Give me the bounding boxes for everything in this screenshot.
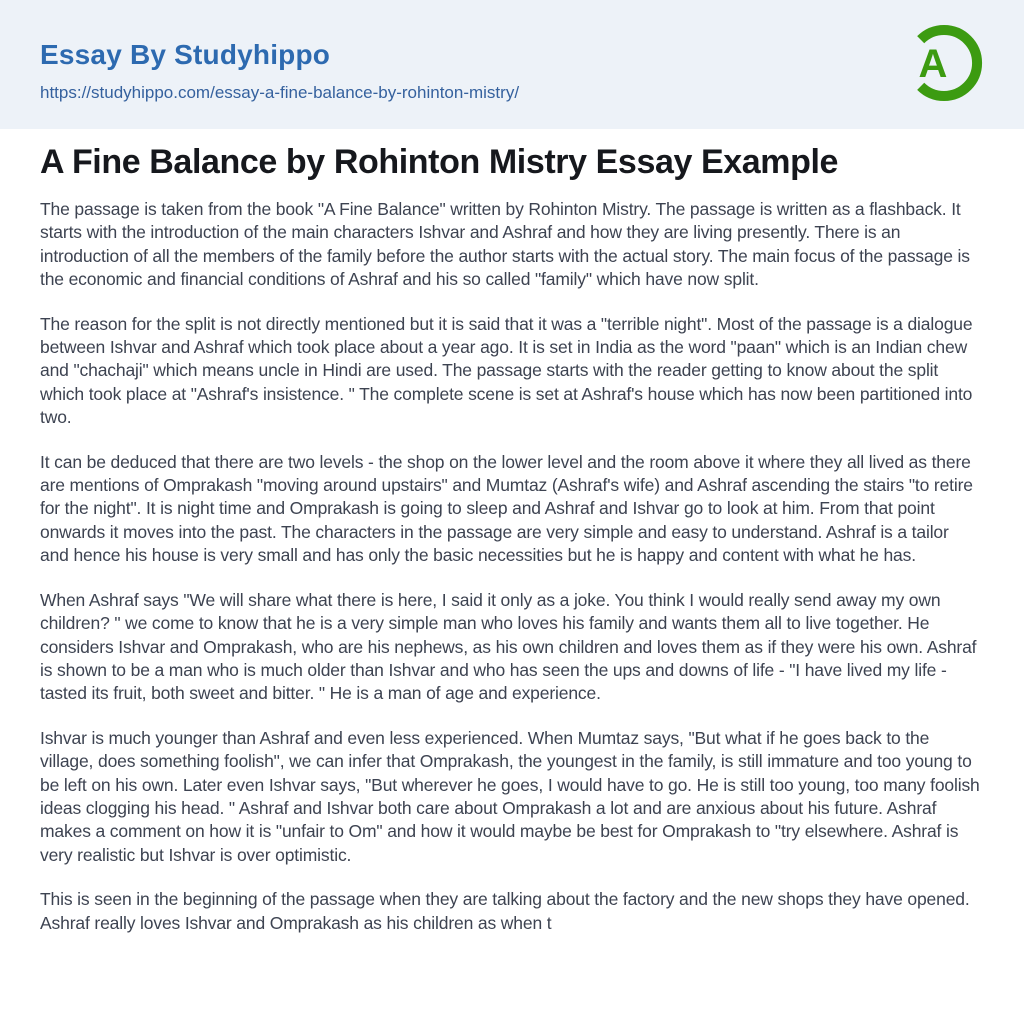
essay-paragraph: It can be deduced that there are two levels - the shop on the lower level and the room above it where they all lived as there are mentions of Omprakash "moving around upstairs" and Mumtaz (Ashraf's wife) and Ashraf ascending the stairs "to retire for the night". It is night time and Omprakash is going to sleep and Ashraf and Ishvar go to look at him. From that point onwards it moves into the past. The characters in the passage are very simple and easy to understand. Ashraf is a tailor and hence his house is very small and has only the basic necessities but he is happy and content with what he has. [40, 451, 973, 566]
essay-url-text: https://studyhippo.com/essay-a-fine-balance-by-rohinton-mistry/ [40, 83, 520, 102]
essay-body [40, 198, 980, 935]
essay-url-link[interactable] [40, 83, 519, 103]
essay-paragraph: When Ashraf says "We will share what there is here, I said it only as a joke. You think I would really send away my own children? " we come to know that he is a very simple man who loves his family and wants them all to live together. He considers Ishvar and Omprakash, who are his nephews, as his own children and loves them as if they were his own. Ashraf is shown to be a man who is much older than Ishvar and who has seen the ups and downs of life - "I have lived my life - tasted its fruit, both sweet and bitter. " He is a man of age and experience. [40, 589, 977, 704]
site-label: Essay By Studyhippo [40, 39, 331, 70]
page-header [0, 0, 1024, 129]
essay-content [0, 142, 1024, 935]
essay-paragraph: Ishvar is much younger than Ashraf and even less experienced. When Mumtaz says, "But what if he goes back to the village, does something foolish", we can infer that Omprakash, the youngest in the family, is still immature and too young to be left on his own. Later even Ishvar says, "But wherever he goes, I would have to go. He is still too young, too many foolish ideas clogging his head. " Ashraf and Ishvar both care about Omprakash a lot and are anxious about his future. Ashraf makes a comment on how it is "unfair to Om" and how it would maybe be best for Omprakash to "try elsewhere. Ashraf is very realistic but Ishvar is over optimistic. [40, 727, 980, 865]
essay-paragraph: The passage is taken from the book "A Fine Balance" written by Rohinton Mistry. The passage is written as a flashback. It starts with the introduction of the main characters Ishvar and Ashraf and how they are living presently. There is an introduction of all the members of the family before the author starts with the actual story. The main focus of the passage is the economic and financial conditions of Ashraf and his so called "family" which have now split. [40, 199, 970, 290]
studyhippo-logo [904, 16, 984, 110]
essay-paragraph: The reason for the split is not directly mentioned but it is said that it was a "terrible night". Most of the passage is a dialogue between Ishvar and Ashraf which took place about a year ago. It is set in India as the word "paan" which is an Indian chew and "chachaji" which means uncle in Hindi are used. The passage starts with the reader getting to know about the split which took place at "Ashraf's insistence. " The complete scene is set at Ashraf's house which has now been partitioned into two. [40, 313, 973, 428]
essay-title: A Fine Balance by Rohinton Mistry Essay Example [40, 143, 839, 181]
logo-letter: A [918, 42, 948, 86]
essay-paragraph: This is seen in the beginning of the passage when they are talking about the factory and the new shops they have opened. Ashraf really loves Ishvar and Omprakash as his children as when t [40, 889, 970, 933]
